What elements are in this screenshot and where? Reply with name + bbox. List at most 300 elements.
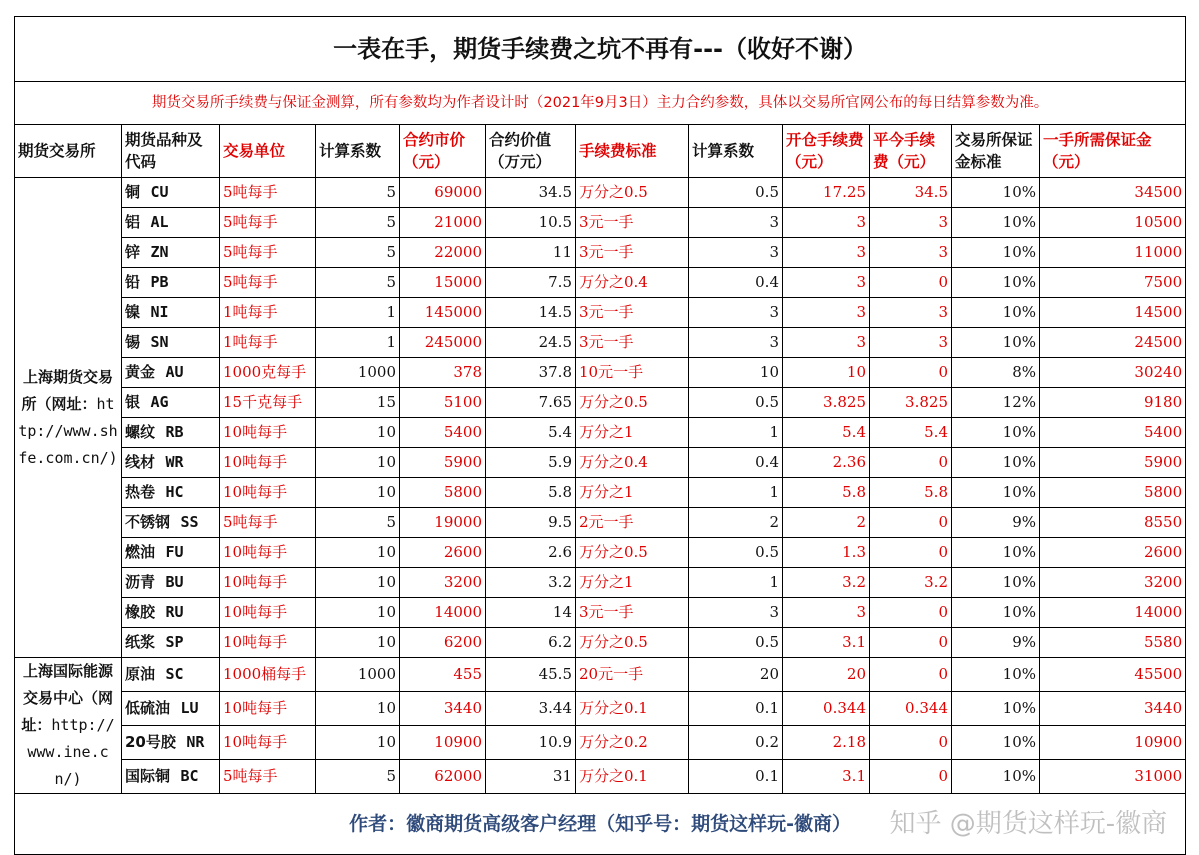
product-name: 橡胶 [125, 603, 156, 621]
cell-coef2: 20 [689, 658, 783, 692]
cell-unit: 5吨每手 [220, 238, 316, 268]
cell-margin: 5580 [1040, 628, 1186, 658]
product-code: AL [150, 213, 169, 231]
product-cell [122, 418, 220, 448]
cell-price: 19000 [400, 508, 486, 538]
cell-fee-std: 3元一手 [576, 598, 689, 628]
table-row [15, 598, 1186, 628]
cell-value: 5.9 [486, 448, 576, 478]
cell-open-fee: 3.1 [783, 760, 870, 794]
cell-unit: 10吨每手 [220, 478, 316, 508]
table-row [15, 538, 1186, 568]
cell-coef1: 10 [316, 568, 400, 598]
header-open-fee: 开仓手续费（元） [783, 125, 870, 178]
header-margin-std: 交易所保证金标准 [952, 125, 1040, 178]
cell-coef1: 10 [316, 538, 400, 568]
product-cell [122, 388, 220, 418]
cell-close-fee: 0 [870, 726, 952, 760]
cell-fee-std: 万分之0.1 [576, 692, 689, 726]
header-close-fee: 平今手续费（元） [870, 125, 952, 178]
exchange-url: http://www.shfe.com.cn/) [18, 394, 118, 467]
cell-price: 5400 [400, 418, 486, 448]
cell-value: 5.4 [486, 418, 576, 448]
cell-open-fee: 5.8 [783, 478, 870, 508]
cell-open-fee: 3 [783, 208, 870, 238]
product-code: LU [180, 699, 199, 717]
cell-value: 24.5 [486, 328, 576, 358]
cell-margin: 45500 [1040, 658, 1186, 692]
cell-margin-std: 9% [952, 508, 1040, 538]
cell-value: 14 [486, 598, 576, 628]
cell-coef2: 0.5 [689, 538, 783, 568]
cell-coef1: 5 [316, 238, 400, 268]
cell-coef1: 1 [316, 328, 400, 358]
cell-unit: 5吨每手 [220, 268, 316, 298]
cell-unit: 10吨每手 [220, 418, 316, 448]
cell-fee-std: 万分之1 [576, 568, 689, 598]
cell-coef1: 10 [316, 726, 400, 760]
table-row [15, 418, 1186, 448]
cell-open-fee: 10 [783, 358, 870, 388]
cell-coef2: 0.1 [689, 760, 783, 794]
product-code: ZN [150, 243, 169, 261]
cell-open-fee: 3 [783, 238, 870, 268]
cell-margin-std: 10% [952, 726, 1040, 760]
cell-coef1: 5 [316, 508, 400, 538]
table-row [15, 178, 1186, 208]
cell-coef2: 2 [689, 508, 783, 538]
cell-coef2: 0.5 [689, 628, 783, 658]
cell-fee-std: 万分之0.4 [576, 448, 689, 478]
cell-coef2: 1 [689, 418, 783, 448]
cell-fee-std: 3元一手 [576, 238, 689, 268]
product-code: NR [186, 733, 205, 751]
cell-open-fee: 1.3 [783, 538, 870, 568]
product-code: HC [165, 483, 184, 501]
cell-close-fee: 0 [870, 358, 952, 388]
cell-open-fee: 20 [783, 658, 870, 692]
product-name: 镍 [125, 303, 141, 321]
cell-fee-std: 10元一手 [576, 358, 689, 388]
table-row [15, 238, 1186, 268]
product-code: SS [180, 513, 199, 531]
disclaimer-note: 期货交易所手续费与保证金测算，所有参数均为作者设计时（2021年9月3日）主力合约参数，具体以交易所官网公布的每日结算参数为准。 [15, 82, 1186, 125]
product-code: PB [150, 273, 169, 291]
cell-price: 6200 [400, 628, 486, 658]
product-code: WR [165, 453, 184, 471]
product-name: 铝 [125, 213, 141, 231]
cell-price: 15000 [400, 268, 486, 298]
cell-value: 10.5 [486, 208, 576, 238]
header-row [15, 125, 1186, 178]
cell-price: 455 [400, 658, 486, 692]
table-row [15, 208, 1186, 238]
cell-fee-std: 3元一手 [576, 298, 689, 328]
cell-close-fee: 0 [870, 448, 952, 478]
cell-open-fee: 0.344 [783, 692, 870, 726]
cell-price: 5800 [400, 478, 486, 508]
cell-coef1: 1000 [316, 358, 400, 388]
product-name: 锡 [125, 333, 141, 351]
zhihu-watermark: 知乎 @期货这样玩-徽商 [889, 809, 1168, 839]
cell-margin-std: 10% [952, 208, 1040, 238]
cell-margin-std: 10% [952, 178, 1040, 208]
cell-margin-std: 10% [952, 658, 1040, 692]
cell-coef1: 10 [316, 628, 400, 658]
cell-price: 3440 [400, 692, 486, 726]
product-cell [122, 692, 220, 726]
cell-open-fee: 3.2 [783, 568, 870, 598]
cell-close-fee: 0 [870, 538, 952, 568]
product-cell [122, 568, 220, 598]
product-cell [122, 448, 220, 478]
product-name: 20号胶 [125, 733, 176, 751]
cell-coef1: 5 [316, 178, 400, 208]
header-value: 合约价值（万元） [486, 125, 576, 178]
cell-margin-std: 10% [952, 478, 1040, 508]
product-cell [122, 538, 220, 568]
table-row [15, 508, 1186, 538]
cell-margin-std: 10% [952, 268, 1040, 298]
product-code: SP [165, 633, 184, 651]
product-name: 纸浆 [125, 633, 156, 651]
cell-unit: 5吨每手 [220, 178, 316, 208]
cell-margin-std: 10% [952, 328, 1040, 358]
cell-open-fee: 3 [783, 598, 870, 628]
cell-coef1: 10 [316, 598, 400, 628]
product-name: 银 [125, 393, 141, 411]
cell-unit: 5吨每手 [220, 508, 316, 538]
table-row [15, 268, 1186, 298]
cell-price: 145000 [400, 298, 486, 328]
cell-open-fee: 3 [783, 268, 870, 298]
cell-value: 45.5 [486, 658, 576, 692]
table-row [15, 448, 1186, 478]
product-code: RU [165, 603, 184, 621]
product-code: AG [150, 393, 169, 411]
cell-value: 11 [486, 238, 576, 268]
cell-open-fee: 5.4 [783, 418, 870, 448]
cell-close-fee: 5.4 [870, 418, 952, 448]
product-name: 低硫油 [125, 699, 171, 717]
cell-fee-std: 万分之0.4 [576, 268, 689, 298]
cell-margin: 10900 [1040, 726, 1186, 760]
cell-close-fee: 3 [870, 328, 952, 358]
cell-coef1: 10 [316, 692, 400, 726]
cell-coef1: 5 [316, 268, 400, 298]
cell-fee-std: 20元一手 [576, 658, 689, 692]
cell-price: 5900 [400, 448, 486, 478]
cell-margin-std: 10% [952, 692, 1040, 726]
cell-value: 37.8 [486, 358, 576, 388]
cell-close-fee: 0 [870, 628, 952, 658]
header-coef2: 计算系数 [689, 125, 783, 178]
cell-value: 14.5 [486, 298, 576, 328]
header-margin: 一手所需保证金（元） [1040, 125, 1186, 178]
table-row [15, 298, 1186, 328]
table-row [15, 388, 1186, 418]
product-name: 螺纹 [125, 423, 156, 441]
cell-unit: 15千克每手 [220, 388, 316, 418]
cell-coef1: 5 [316, 760, 400, 794]
cell-margin: 24500 [1040, 328, 1186, 358]
product-code: FU [165, 543, 184, 561]
product-cell [122, 658, 220, 692]
cell-margin-std: 10% [952, 538, 1040, 568]
cell-fee-std: 2元一手 [576, 508, 689, 538]
cell-close-fee: 0 [870, 508, 952, 538]
cell-fee-std: 万分之0.1 [576, 760, 689, 794]
cell-coef2: 0.5 [689, 178, 783, 208]
cell-price: 5100 [400, 388, 486, 418]
cell-margin-std: 10% [952, 238, 1040, 268]
cell-value: 31 [486, 760, 576, 794]
cell-unit: 10吨每手 [220, 726, 316, 760]
cell-margin: 30240 [1040, 358, 1186, 388]
cell-close-fee: 34.5 [870, 178, 952, 208]
cell-coef2: 1 [689, 478, 783, 508]
cell-close-fee: 0 [870, 760, 952, 794]
cell-close-fee: 3 [870, 208, 952, 238]
cell-coef2: 0.4 [689, 448, 783, 478]
product-name: 原油 [125, 665, 156, 683]
cell-coef1: 10 [316, 478, 400, 508]
cell-fee-std: 万分之1 [576, 418, 689, 448]
cell-margin: 3200 [1040, 568, 1186, 598]
cell-price: 62000 [400, 760, 486, 794]
cell-fee-std: 万分之0.5 [576, 178, 689, 208]
cell-margin: 3440 [1040, 692, 1186, 726]
exchange-name: 上海期货交易所（网址： [21, 367, 113, 413]
product-name: 沥青 [125, 573, 156, 591]
cell-margin: 9180 [1040, 388, 1186, 418]
cell-value: 6.2 [486, 628, 576, 658]
header-price: 合约市价（元） [400, 125, 486, 178]
cell-coef1: 1000 [316, 658, 400, 692]
cell-coef2: 0.5 [689, 388, 783, 418]
product-code: SN [150, 333, 169, 351]
cell-open-fee: 3.825 [783, 388, 870, 418]
cell-fee-std: 3元一手 [576, 208, 689, 238]
cell-unit: 10吨每手 [220, 568, 316, 598]
cell-value: 2.6 [486, 538, 576, 568]
product-cell [122, 298, 220, 328]
table-row [15, 726, 1186, 760]
product-cell [122, 726, 220, 760]
product-cell [122, 628, 220, 658]
cell-open-fee: 3 [783, 298, 870, 328]
product-cell [122, 358, 220, 388]
cell-price: 22000 [400, 238, 486, 268]
cell-coef2: 3 [689, 598, 783, 628]
cell-margin: 14500 [1040, 298, 1186, 328]
product-code: NI [150, 303, 169, 321]
cell-coef1: 5 [316, 208, 400, 238]
cell-margin-std: 9% [952, 628, 1040, 658]
cell-unit: 1000桶每手 [220, 658, 316, 692]
cell-unit: 1吨每手 [220, 298, 316, 328]
cell-margin-std: 10% [952, 448, 1040, 478]
cell-open-fee: 2.18 [783, 726, 870, 760]
cell-price: 245000 [400, 328, 486, 358]
cell-open-fee: 2 [783, 508, 870, 538]
table-row [15, 568, 1186, 598]
cell-close-fee: 3 [870, 298, 952, 328]
cell-margin-std: 10% [952, 568, 1040, 598]
header-exchange: 期货交易所 [15, 125, 122, 178]
product-cell [122, 328, 220, 358]
exchange-url: http://www.ine.cn/) [27, 716, 115, 788]
cell-margin: 11000 [1040, 238, 1186, 268]
fee-table [14, 16, 1186, 855]
product-code: BU [165, 573, 184, 591]
table-row [15, 358, 1186, 388]
cell-close-fee: 0.344 [870, 692, 952, 726]
product-cell [122, 760, 220, 794]
cell-margin-std: 10% [952, 598, 1040, 628]
cell-unit: 10吨每手 [220, 598, 316, 628]
cell-margin-std: 8% [952, 358, 1040, 388]
product-cell [122, 238, 220, 268]
cell-value: 5.8 [486, 478, 576, 508]
header-fee-std: 手续费标准 [576, 125, 689, 178]
header-product: 期货品种及代码 [122, 125, 220, 178]
cell-value: 7.65 [486, 388, 576, 418]
product-name: 线材 [125, 453, 156, 471]
cell-margin: 31000 [1040, 760, 1186, 794]
product-cell [122, 478, 220, 508]
page-title: 一表在手，期货手续费之坑不再有---（收好不谢） [15, 17, 1186, 82]
product-code: SC [165, 665, 184, 683]
footer-author [15, 794, 1186, 855]
table-body [15, 178, 1186, 794]
product-name: 铜 [125, 183, 141, 201]
product-code: CU [150, 183, 169, 201]
product-name: 锌 [125, 243, 141, 261]
cell-margin: 7500 [1040, 268, 1186, 298]
cell-unit: 1吨每手 [220, 328, 316, 358]
cell-close-fee: 3.2 [870, 568, 952, 598]
exchange-cell [15, 178, 122, 658]
cell-margin-std: 10% [952, 418, 1040, 448]
cell-margin-std: 10% [952, 760, 1040, 794]
cell-coef1: 15 [316, 388, 400, 418]
cell-margin: 5900 [1040, 448, 1186, 478]
cell-price: 14000 [400, 598, 486, 628]
cell-open-fee: 3 [783, 328, 870, 358]
cell-price: 21000 [400, 208, 486, 238]
cell-close-fee: 3.825 [870, 388, 952, 418]
product-name: 热卷 [125, 483, 156, 501]
table-row [15, 478, 1186, 508]
product-name: 不锈钢 [125, 513, 171, 531]
cell-value: 34.5 [486, 178, 576, 208]
cell-unit: 10吨每手 [220, 538, 316, 568]
cell-open-fee: 17.25 [783, 178, 870, 208]
cell-unit: 10吨每手 [220, 692, 316, 726]
cell-margin: 5800 [1040, 478, 1186, 508]
product-cell [122, 178, 220, 208]
cell-open-fee: 2.36 [783, 448, 870, 478]
cell-fee-std: 万分之0.2 [576, 726, 689, 760]
product-name: 国际铜 [125, 767, 171, 785]
cell-price: 10900 [400, 726, 486, 760]
cell-margin: 14000 [1040, 598, 1186, 628]
cell-coef1: 1 [316, 298, 400, 328]
cell-margin: 2600 [1040, 538, 1186, 568]
cell-fee-std: 万分之0.5 [576, 538, 689, 568]
cell-unit: 10吨每手 [220, 628, 316, 658]
cell-unit: 10吨每手 [220, 448, 316, 478]
cell-unit: 5吨每手 [220, 760, 316, 794]
cell-coef1: 10 [316, 448, 400, 478]
product-name: 铅 [125, 273, 141, 291]
header-unit: 交易单位 [220, 125, 316, 178]
cell-open-fee: 3.1 [783, 628, 870, 658]
cell-value: 3.44 [486, 692, 576, 726]
cell-margin-std: 12% [952, 388, 1040, 418]
footer-text: 作者：徽商期货高级客户经理（知乎号：期货这样玩-徽商） [349, 813, 852, 835]
cell-unit: 5吨每手 [220, 208, 316, 238]
cell-coef2: 0.1 [689, 692, 783, 726]
product-code: BC [180, 767, 199, 785]
cell-coef1: 10 [316, 418, 400, 448]
table-row [15, 628, 1186, 658]
cell-close-fee: 0 [870, 658, 952, 692]
header-coef1: 计算系数 [316, 125, 400, 178]
product-code: AU [165, 363, 184, 381]
cell-price: 69000 [400, 178, 486, 208]
product-code: RB [165, 423, 184, 441]
product-cell [122, 508, 220, 538]
cell-coef2: 0.2 [689, 726, 783, 760]
cell-margin: 8550 [1040, 508, 1186, 538]
cell-value: 3.2 [486, 568, 576, 598]
cell-margin: 10500 [1040, 208, 1186, 238]
product-name: 燃油 [125, 543, 156, 561]
cell-value: 9.5 [486, 508, 576, 538]
cell-coef2: 1 [689, 568, 783, 598]
cell-price: 2600 [400, 538, 486, 568]
table-row [15, 328, 1186, 358]
cell-price: 3200 [400, 568, 486, 598]
exchange-name: 上海国际能源交易中心（网址： [21, 662, 113, 734]
product-cell [122, 268, 220, 298]
cell-coef2: 3 [689, 238, 783, 268]
cell-price: 378 [400, 358, 486, 388]
cell-margin: 5400 [1040, 418, 1186, 448]
cell-coef2: 3 [689, 208, 783, 238]
product-cell [122, 208, 220, 238]
table-row [15, 658, 1186, 692]
cell-fee-std: 万分之1 [576, 478, 689, 508]
product-name: 黄金 [125, 363, 156, 381]
spreadsheet [14, 16, 1185, 855]
cell-fee-std: 万分之0.5 [576, 388, 689, 418]
cell-coef2: 10 [689, 358, 783, 388]
cell-coef2: 3 [689, 298, 783, 328]
table-row [15, 760, 1186, 794]
cell-unit: 1000克每手 [220, 358, 316, 388]
product-cell [122, 598, 220, 628]
exchange-cell [15, 658, 122, 794]
cell-fee-std: 万分之0.5 [576, 628, 689, 658]
cell-close-fee: 0 [870, 598, 952, 628]
cell-close-fee: 0 [870, 268, 952, 298]
cell-margin-std: 10% [952, 298, 1040, 328]
table-row [15, 692, 1186, 726]
cell-close-fee: 5.8 [870, 478, 952, 508]
